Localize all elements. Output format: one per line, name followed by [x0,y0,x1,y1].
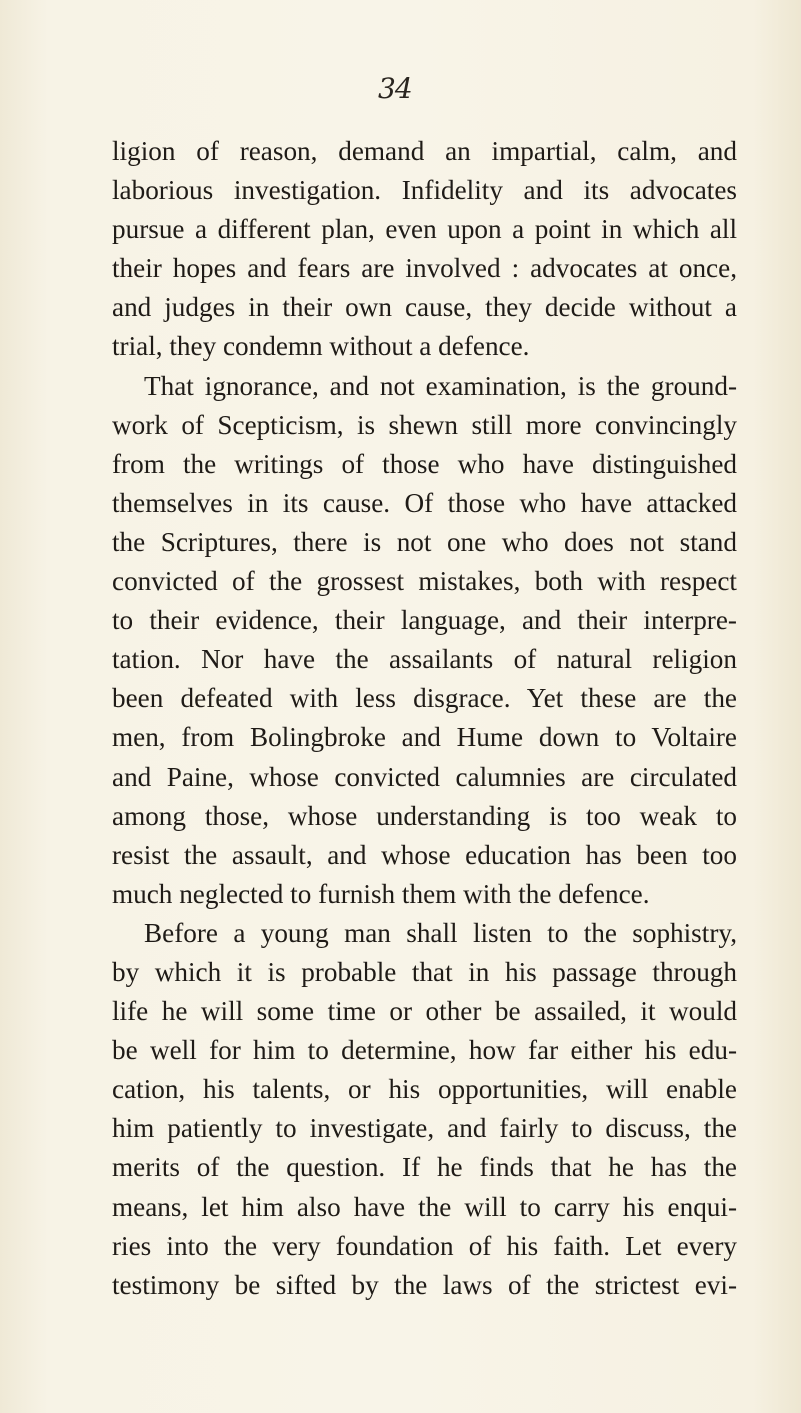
text-line: resist the assault, and whose education has been too [112,839,737,870]
text-line: cation, his talents, or his opportunities, will enable [112,1074,737,1105]
text-line: pursue a different plan, even upon a point in which all [112,214,737,245]
text-line: much neglected to furnish them with the defence. [112,878,650,909]
text-line: life he will some time or other be assailed, it would [112,996,737,1027]
text-line: Before a young man shall listen to the sophistry, [144,917,737,948]
text-line: from the writings of those who have distinguished [112,448,737,479]
text-line: be well for him to determine, how far either his edu- [112,1035,737,1066]
text-line: and judges in their own cause, they decide without a [112,292,737,323]
page-number: 34 [378,72,412,105]
text-line: means, let him also have the will to carry his enqui- [112,1191,737,1222]
text-line: among those, whose understanding is too weak to [112,800,737,831]
text-line: been defeated with less disgrace. Yet these are the [112,683,737,714]
text-line: to their evidence, their language, and their interpre- [112,605,737,636]
text-line: ries into the very foundation of his faith. Let every [112,1230,737,1261]
text-line: tation. Nor have the assailants of natural religion [112,644,737,675]
text-line: their hopes and fears are involved : advocates at once, [112,253,737,284]
text-line: by which it is probable that in his passage through [112,956,737,987]
text-line: the Scriptures, there is not one who does not stand [112,526,737,557]
text-line: trial, they condemn without a defence. [112,331,530,362]
text-line: work of Scepticism, is shewn still more convincingly [112,409,737,440]
text-line: laborious investigation. Infidelity and its advocates [112,175,737,206]
text-line: men, from Bolingbroke and Hume down to Voltaire [112,722,737,753]
text-line: and Paine, whose convicted calumnies are circulated [112,761,737,792]
text-line: ligion of reason, demand an impartial, calm, and [112,136,737,166]
body-text [112,132,737,1305]
text-line: That ignorance, and not examination, is the ground- [144,370,737,401]
text-line: themselves in its cause. Of those who have attacked [112,487,737,518]
text-line: him patiently to investigate, and fairly to discuss, the [112,1113,737,1144]
text-line: testimony be sifted by the laws of the strictest evi- [112,1269,737,1300]
text-line: convicted of the grossest mistakes, both with respect [112,566,737,597]
text-line: merits of the question. If he finds that he has the [112,1152,737,1183]
